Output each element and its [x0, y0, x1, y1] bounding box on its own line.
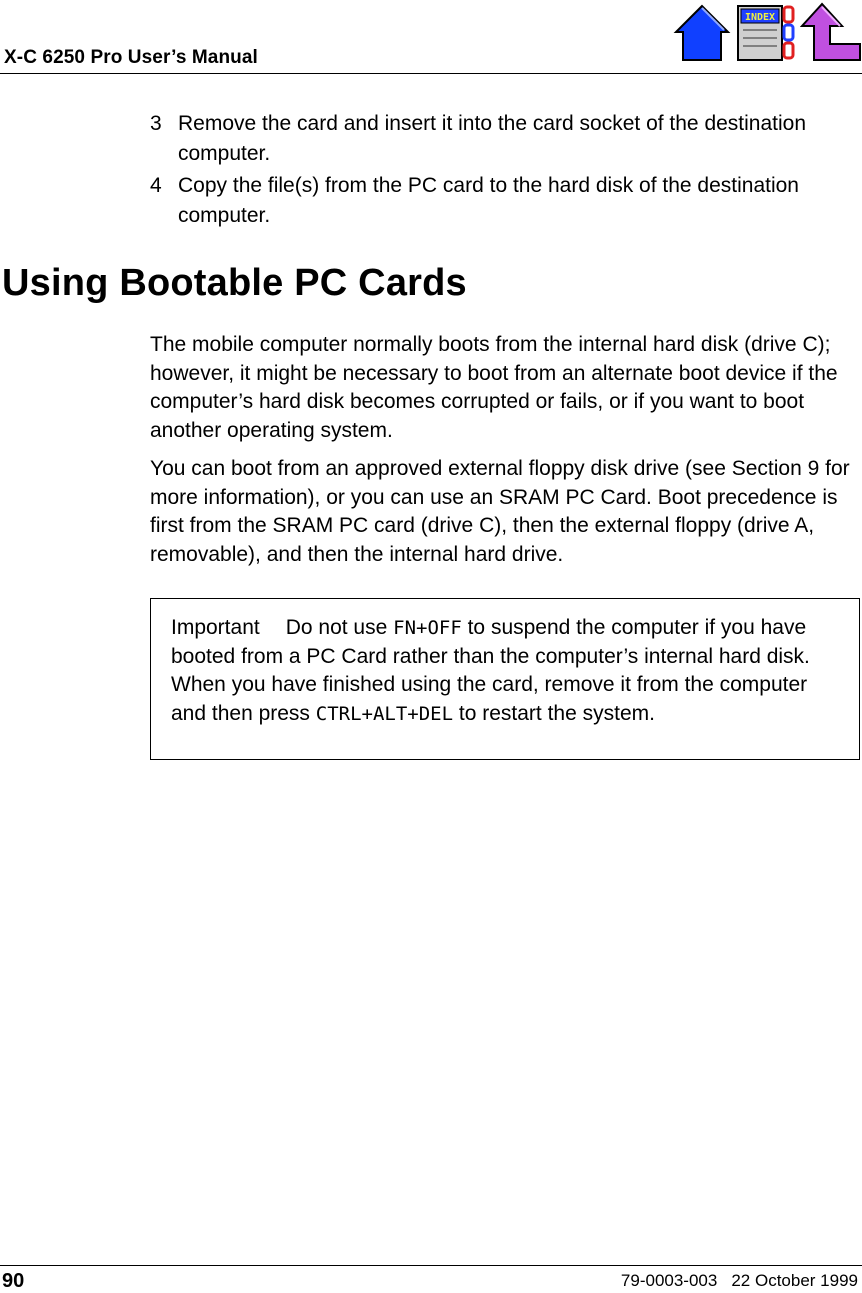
key-combination: CTRL+ALT+DEL — [315, 702, 454, 725]
footer-divider — [0, 1265, 862, 1266]
index-icon[interactable] — [735, 2, 797, 64]
note-text: to suspend the computer if you have booted from a PC Card rather than the computer’s internal hard disk. When you have finished using the card, remove it from the computer and then press — [171, 616, 810, 725]
key-combination: FN+OFF — [393, 617, 462, 639]
index-label: INDEX — [744, 12, 776, 23]
note-text: Do not use — [285, 616, 394, 639]
body-paragraph: You can boot from an approved external floppy disk drive (see Section 9 for more information), or you can use an SRAM PC Card. Boot precedence is first from the SRAM PC card (drive C), then the external floppy (drive A, removable), and then the internal hard drive. — [150, 457, 850, 566]
step-number: 3 — [150, 112, 162, 135]
step-text: Remove the card and insert it into the card socket of the destination computer. — [178, 112, 807, 165]
header-divider — [0, 73, 862, 74]
important-note-box — [150, 598, 860, 760]
important-label: Important — [171, 616, 260, 639]
important-note-text — [171, 614, 841, 728]
home-icon[interactable] — [672, 2, 732, 64]
step-number: 4 — [150, 174, 162, 197]
doc-number: 79-0003-003 — [620, 1271, 718, 1290]
step-item — [150, 171, 850, 231]
step-text: Copy the file(s) from the PC card to the hard disk of the destination computer. — [178, 174, 799, 227]
back-arrow-icon[interactable] — [800, 2, 862, 64]
manual-title: X-C 6250 Pro User’s Manual — [4, 47, 258, 68]
step-item — [150, 109, 850, 169]
doc-date: 22 October 1999 — [731, 1271, 858, 1290]
section-heading: Using Bootable PC Cards — [2, 262, 467, 304]
body-paragraph: The mobile computer normally boots from the internal hard disk (drive C); however, it might be necessary to boot from an alternate boot device if the computer’s hard disk becomes corrupted or fails, or if you want to boot another operating system. — [150, 333, 838, 442]
document-id — [621, 1271, 858, 1291]
page-number: 90 — [2, 1270, 25, 1292]
note-text: to restart the system. — [453, 701, 655, 725]
